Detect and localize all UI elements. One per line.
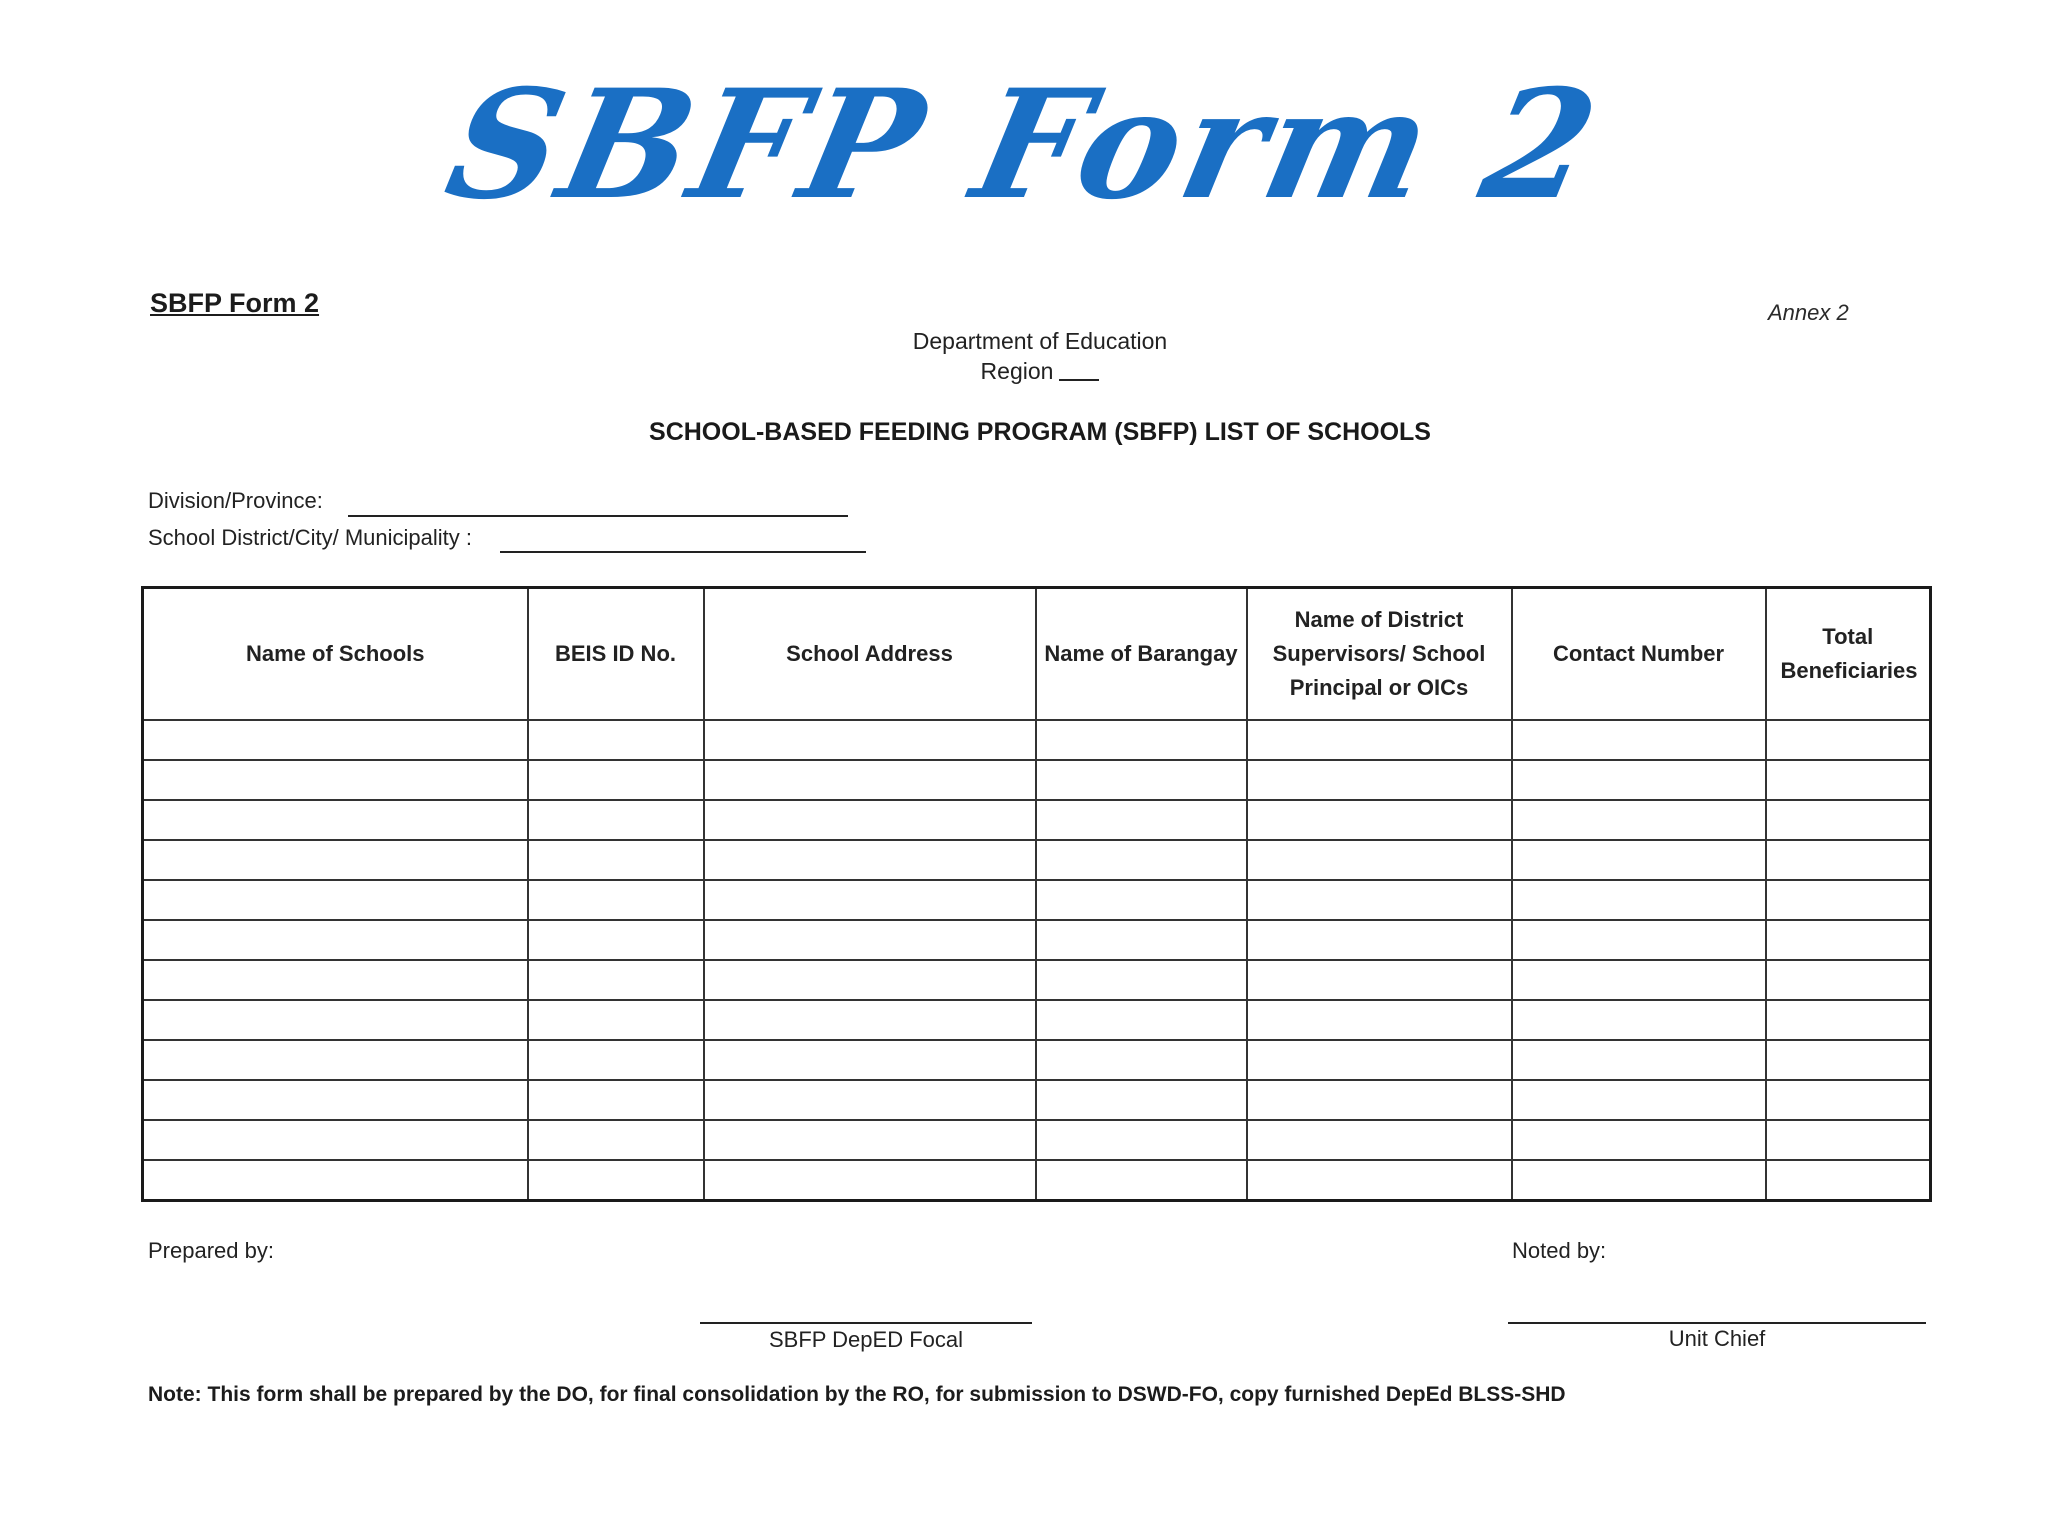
col-header-school-name: Name of Schools [143,588,528,721]
table-cell[interactable] [528,720,704,760]
table-cell[interactable] [143,1120,528,1160]
table-cell[interactable] [704,760,1036,800]
table-body [143,720,1931,1201]
table-row [143,1080,1931,1120]
table-cell[interactable] [1247,760,1512,800]
table-row [143,760,1931,800]
form-id: SBFP Form 2 [150,288,320,318]
table-row [143,1000,1931,1040]
table-cell[interactable] [1036,1080,1247,1120]
table-cell[interactable] [1036,720,1247,760]
table-row [143,1040,1931,1080]
table-cell[interactable] [1512,800,1766,840]
table-cell[interactable] [1036,800,1247,840]
noted-by-label: Noted by: [1512,1238,1607,1263]
table-cell[interactable] [1512,1040,1766,1080]
table-cell[interactable] [1247,840,1512,880]
table-cell[interactable] [143,760,528,800]
table-cell[interactable] [704,1160,1036,1201]
table-cell[interactable] [1247,720,1512,760]
table-row [143,720,1931,760]
form-title: SCHOOL-BASED FEEDING PROGRAM (SBFP) LIST OF SCHOOLS [649,418,1431,446]
table-cell[interactable] [704,720,1036,760]
table-cell[interactable] [1036,880,1247,920]
table-row [143,800,1931,840]
table-cell[interactable] [1247,1160,1512,1201]
table-cell[interactable] [1036,920,1247,960]
table-cell[interactable] [1036,1000,1247,1040]
table-cell[interactable] [1766,1040,1931,1080]
table-cell[interactable] [528,880,704,920]
region-blank[interactable] [1059,379,1099,381]
prepared-by-label: Prepared by: [148,1238,274,1263]
noted-signature-line[interactable] [1508,1322,1926,1324]
col-header-beneficiaries: Total Beneficiaries [1766,588,1931,721]
table-cell[interactable] [143,920,528,960]
table-row [143,840,1931,880]
table-cell[interactable] [1036,1040,1247,1080]
table-cell[interactable] [143,1000,528,1040]
table-cell[interactable] [1766,960,1931,1000]
table-cell[interactable] [528,1160,704,1201]
table-cell[interactable] [1036,960,1247,1000]
table-cell[interactable] [704,800,1036,840]
table-cell[interactable] [143,840,528,880]
table-cell[interactable] [143,1160,528,1201]
col-header-beis-id: BEIS ID No. [528,588,704,721]
table-cell[interactable] [1247,880,1512,920]
table-cell[interactable] [528,920,704,960]
table-cell[interactable] [704,1000,1036,1040]
table-cell[interactable] [143,960,528,1000]
table-cell[interactable] [1247,1080,1512,1120]
table-cell[interactable] [528,1000,704,1040]
region-line [0,356,2048,386]
table-cell[interactable] [1512,1160,1766,1201]
district-label: School District/City/ Municipality : [148,525,472,550]
annex-label: Annex 2 [1768,300,1849,325]
table-row [143,920,1931,960]
table-row [143,1160,1931,1201]
prepared-role: SBFP DepED Focal [768,1327,963,1352]
table-cell[interactable] [1512,720,1766,760]
table-cell[interactable] [1512,960,1766,1000]
table-cell[interactable] [1512,840,1766,880]
col-header-barangay: Name of Barangay [1036,588,1247,721]
table-cell[interactable] [1247,800,1512,840]
table-cell[interactable] [1512,1000,1766,1040]
banner-title: SBFP Form 2 [433,57,1615,233]
schools-table [141,586,1932,1202]
table-cell[interactable] [1512,1120,1766,1160]
table-cell[interactable] [1766,800,1931,840]
table-cell[interactable] [1766,1160,1931,1201]
table-cell[interactable] [1036,1120,1247,1160]
table-cell[interactable] [1247,1120,1512,1160]
table-cell[interactable] [1036,1160,1247,1201]
table-cell[interactable] [1766,920,1931,960]
table-cell[interactable] [143,1040,528,1080]
table-header-row [143,588,1931,721]
table-cell[interactable] [1766,840,1931,880]
table-cell[interactable] [1247,1000,1512,1040]
table-cell[interactable] [704,880,1036,920]
table-cell[interactable] [143,1080,528,1120]
table-cell[interactable] [1512,880,1766,920]
table-cell[interactable] [1247,960,1512,1000]
division-label: Division/Province: [148,488,323,513]
noted-role: Unit Chief [1668,1326,1766,1351]
district-field [148,525,472,551]
table-row [143,960,1931,1000]
table-cell[interactable] [1036,760,1247,800]
table-cell[interactable] [143,880,528,920]
table-cell[interactable] [528,760,704,800]
form-note: Note: This form shall be prepared by the DO, for final consolidation by the RO, for submission to DSWD-FO, copy furnished DepEd BLSS-SHD [148,1383,1566,1406]
prepared-signature-line[interactable] [700,1322,1032,1324]
division-field [148,488,323,514]
table-cell[interactable] [528,840,704,880]
table-cell[interactable] [1036,840,1247,880]
table-cell[interactable] [704,920,1036,960]
table-cell[interactable] [1766,1000,1931,1040]
table-cell[interactable] [528,1040,704,1080]
table-cell[interactable] [704,1040,1036,1080]
department-header [0,326,2048,386]
table-cell[interactable] [1766,1080,1931,1120]
col-header-supervisors: Name of District Supervisors/ School Principal or OICs [1247,588,1512,721]
district-input-line[interactable] [500,551,866,553]
table-cell[interactable] [1247,1040,1512,1080]
department-name: Department of Education [912,328,1168,354]
table-cell[interactable] [143,720,528,760]
col-header-school-address: School Address [704,588,1036,721]
table-cell[interactable] [143,800,528,840]
region-label: Region [980,358,1054,384]
table-cell[interactable] [704,840,1036,880]
table-cell[interactable] [1512,920,1766,960]
col-header-contact: Contact Number [1512,588,1766,721]
table-row [143,1120,1931,1160]
table-cell[interactable] [1766,1120,1931,1160]
table-row [143,880,1931,920]
table-cell[interactable] [1512,1080,1766,1120]
table-cell[interactable] [704,960,1036,1000]
table-cell[interactable] [1766,720,1931,760]
division-input-line[interactable] [348,515,848,517]
table-cell[interactable] [1766,880,1931,920]
table-cell[interactable] [704,1080,1036,1120]
table-cell[interactable] [528,1120,704,1160]
table-cell[interactable] [528,1080,704,1120]
table-cell[interactable] [704,1120,1036,1160]
table-cell[interactable] [1247,920,1512,960]
table-cell[interactable] [528,960,704,1000]
table-cell[interactable] [1512,760,1766,800]
table-cell[interactable] [528,800,704,840]
table-cell[interactable] [1766,760,1931,800]
